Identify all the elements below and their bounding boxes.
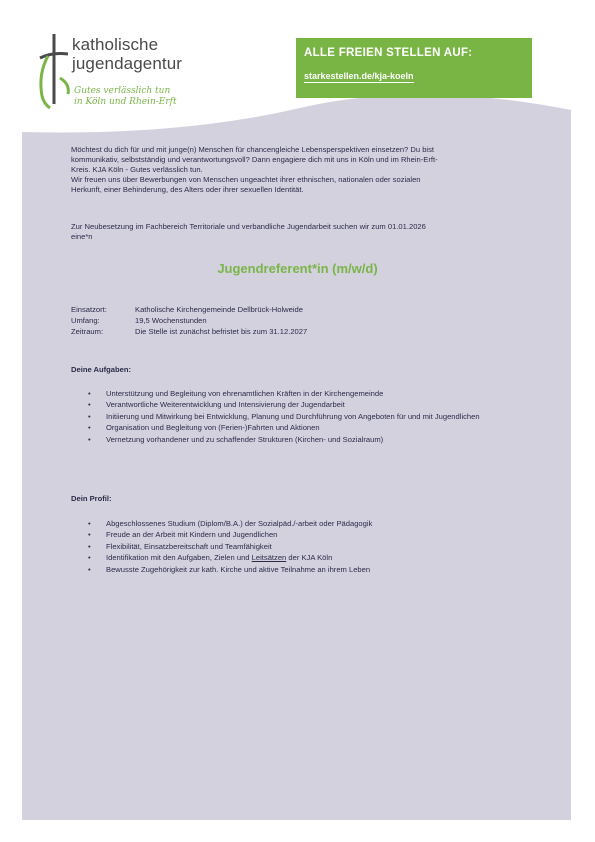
intro-line: Wir freuen uns über Bewerbungen von Menschen ungeachtet ihrer ethnischen, nationalen oder sozialen [71,175,421,184]
list-item: • Vernetzung vorhandener und zu schaffender Strukturen (Kirchen- und Sozialraum) [88,435,528,445]
job-portal-banner[interactable] [296,38,532,98]
list-item: • Unterstützung und Begleitung von ehrenamtlichen Kräften in der Kirchengemeinde [88,389,528,399]
announcement-line: Zur Neubesetzung im Fachbereich Territoriale und verbandliche Jugendarbeit suchen wir zum 01.01.2026 [71,222,426,231]
list-item: • Organisation und Begleitung von (Ferien-)Fahrten und Aktionen [88,423,528,433]
fact-value: Die Stelle ist zunächst befristet bis zum 31.12.2027 [135,327,308,336]
logo-text-line2: jugendagentur [72,54,183,73]
list-item [88,553,528,563]
leitsaetze-link[interactable]: Leitsätzen [251,553,287,563]
logo-cross-icon [34,34,74,112]
intro-line: Möchtest du dich für und mit junge(n) Menschen für chancengleiche Lebensperspektiven einsetzen? Du bist [71,145,435,154]
fact-label: Zeitraum: [71,327,104,336]
banner-url-link[interactable]: starkestellen.de/kja-koeln [304,71,414,81]
intro-line: Kreis. KJA Köln - Gutes verlässlich tun. [71,165,203,174]
fact-value: 19,5 Wochenstunden [135,316,207,325]
intro-paragraph [71,145,531,195]
banner-title: ALLE FREIEN STELLEN AUF: [304,47,473,59]
profile-heading: Dein Profil: [71,494,112,503]
list-item: • Freude an der Arbeit mit Kindern und Jugendlichen [88,530,528,540]
list-item: • Verantwortliche Weiterentwicklung und Intensivierung der Jugendarbeit [88,400,528,410]
fact-period [71,326,307,337]
tasks-heading: Deine Aufgaben: [71,365,132,374]
job-title: Jugendreferent*in (m/w/d) [217,261,378,276]
profile-list [88,519,528,576]
logo-text-line1: katholische [72,35,159,54]
fact-location [71,304,307,315]
logo-tagline-line1: Gutes verlässlich tun [74,86,171,96]
intro-line: Herkunft, einer Behinderung, des Alters oder ihrer sexuellen Identität. [71,185,304,194]
tasks-list [88,389,528,446]
announcement-line: eine*n [71,232,93,241]
vacancy-announcement [71,222,531,242]
list-item: • Bewusste Zugehörigkeit zur kath. Kirche und aktive Teilnahme an ihrem Leben [88,565,528,575]
list-item-text: der KJA Köln [286,553,333,563]
list-item-text: Identifikation mit den Aufgaben, Zielen und [106,553,252,563]
logo [34,34,224,114]
fact-scope [71,315,307,326]
job-facts [71,304,307,337]
list-item: • Abgeschlossenes Studium (Diplom/B.A.) der Sozialpäd./-arbeit oder Pädagogik [88,519,528,529]
list-item: • Initiierung und Mitwirkung bei Entwicklung, Planung und Durchführung von Angeboten für und mit Jugendlichen [88,412,528,422]
fact-value: Katholische Kirchengemeinde Dellbrück-Holweide [135,305,303,314]
logo-tagline-line2: in Köln und Rhein-Erft [74,97,177,107]
fact-label: Einsatzort: [71,305,107,314]
intro-line: kommunikativ, selbstständig und verantwortungsvoll? Dann engagiere dich mit uns in Köln und im Rhein-Erft- [71,155,438,164]
list-item: • Flexibilität, Einsatzbereitschaft und Teamfähigkeit [88,542,528,552]
fact-label: Umfang: [71,316,100,325]
